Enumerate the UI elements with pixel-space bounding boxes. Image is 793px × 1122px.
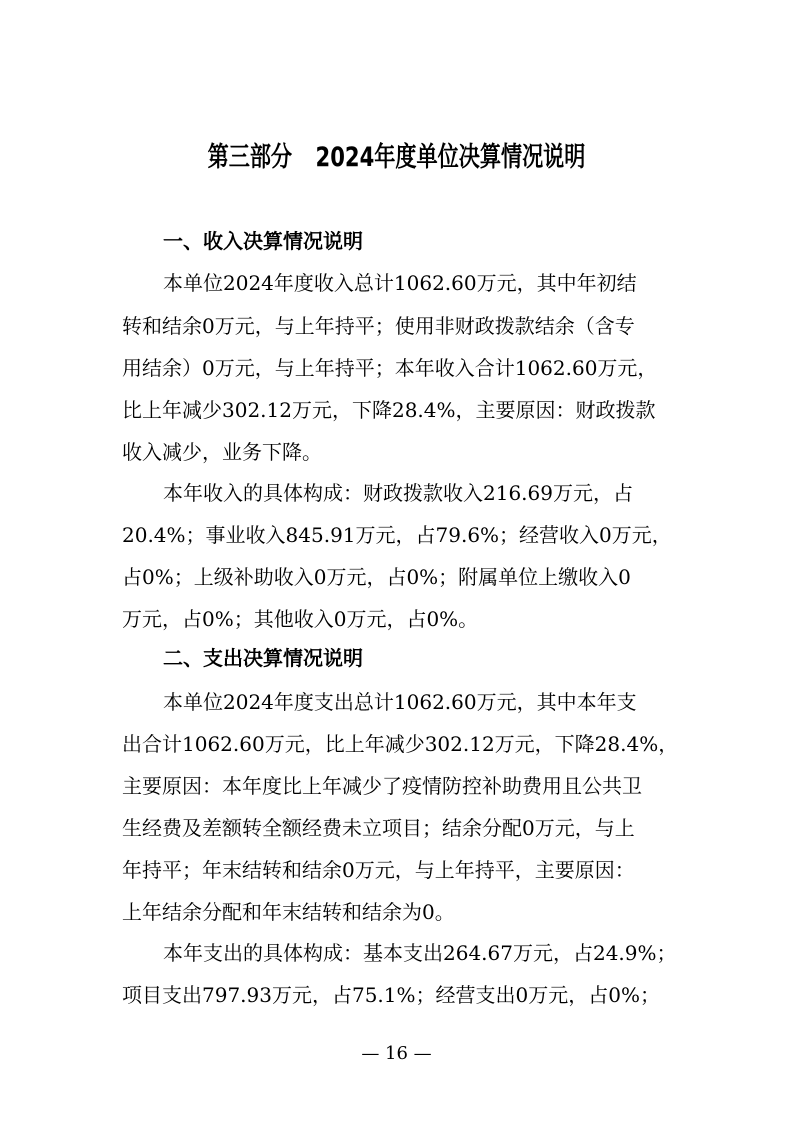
text-line: 用结余）0万元，与上年持平；本年收入合计1062.60万元， — [122, 356, 658, 380]
text-line: 上年结余分配和年末结转和结余为0。 — [122, 900, 455, 924]
page-title — [86, 138, 706, 178]
text-line: 年持平；年末结转和结余0万元，与上年持平，主要原因： — [122, 858, 635, 882]
text-line: 本年支出的具体构成：基本支出264.67万元，占24.9%； — [163, 941, 677, 965]
text-line: 本单位2024年度收入总计1062.60万元，其中年初结 — [163, 271, 637, 295]
text-line: 生经费及差额转全额经费未立项目；结余分配0万元，与上 — [122, 816, 635, 840]
text-line: 出合计1062.60万元，比上年减少302.12万元，下降28.4%， — [122, 732, 679, 756]
text-line: 20.4%；事业收入845.91万元，占79.6%；经营收入0万元， — [122, 523, 672, 547]
section-heading-expenditure: 二、支出决算情况说明 — [163, 646, 363, 670]
page-number: — 16 — — [361, 1043, 432, 1064]
text-line: 比上年减少302.12万元，下降28.4%，主要原因：财政拨款 — [122, 398, 656, 422]
text-line: 主要原因：本年度比上年减少了疫情防控补助费用且公共卫 — [122, 774, 642, 798]
section-heading-income: 一、收入决算情况说明 — [163, 229, 363, 253]
page-title-text: 2024年度单位决算情况说明 — [315, 142, 586, 173]
text-line: 占0%；上级补助收入0万元，占0%；附属单位上缴收入0 — [122, 565, 631, 589]
text-line: 本单位2024年度支出总计1062.60万元，其中本年支 — [163, 690, 637, 714]
text-line: 收入减少，业务下降。 — [122, 440, 322, 464]
page-title-part: 第三部分 — [207, 142, 293, 173]
text-line: 本年收入的具体构成：财政拨款收入216.69万元，占 — [163, 481, 633, 505]
text-line: 转和结余0万元，与上年持平；使用非财政拨款结余（含专 — [122, 314, 635, 338]
text-line: 项目支出797.93万元，占75.1%；经营支出0万元，占0%； — [122, 983, 660, 1007]
text-line: 万元，占0%；其他收入0万元，占0%。 — [122, 607, 479, 631]
